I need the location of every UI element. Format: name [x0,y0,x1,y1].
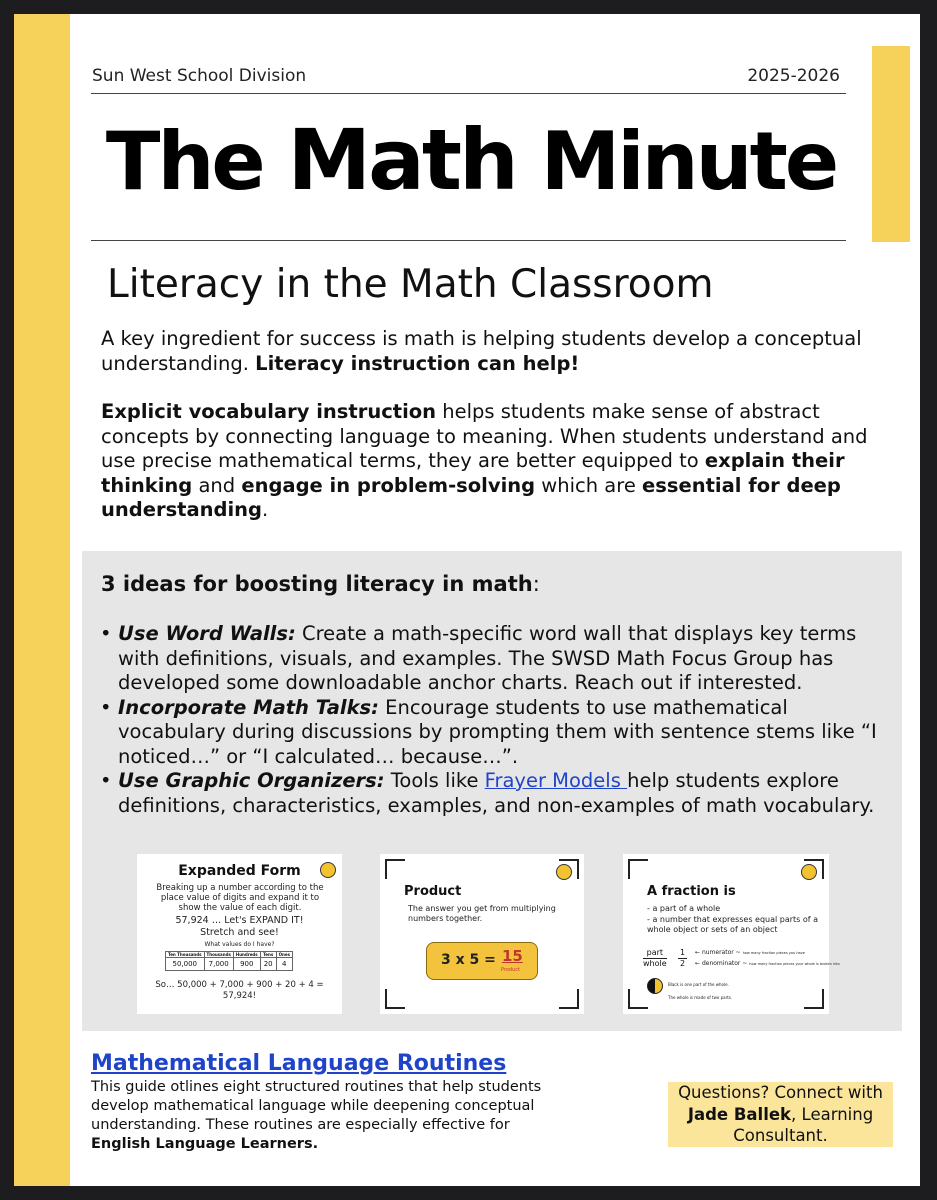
place-value-table [165,951,293,971]
frayer-models-link[interactable]: Frayer Models [484,769,628,792]
part-label: part [643,948,667,959]
contact-role: , Learning Consultant. [733,1104,874,1145]
card-question: What values do I have? [204,941,275,948]
numerator-line: ← numerator ~ how many fraction pieces you have [695,949,805,956]
fraction-note-1: Black is one part of the whole. [668,982,729,987]
vocab-bold-2: explain their thinking [101,449,845,497]
table-header-cell: Ten Thousands [166,952,205,958]
right-yellow-bar [872,46,910,242]
mlr-description [91,1078,571,1154]
denominator-value: 2 [680,959,686,968]
card-sum-2: 57,924! [222,991,257,1001]
denominator-desc: how many fraction pieces your whole is broken into [749,962,840,966]
table-header-cell: Tens [260,952,276,958]
card-title: Product [404,884,462,899]
vocab-bold-3: engage in problem-solving [241,473,536,497]
bullet-text: a number that expresses equal parts of a whole object or sets of an object [647,915,819,934]
denominator-label: denominator [701,960,741,967]
corner-bracket [385,859,405,879]
ideas-heading-colon: : [532,572,540,596]
mlr-text: This guide otlines eight structured routines that help students develop mathematical language while deepening conceptual understanding. These routines are especially effective for [91,1079,542,1133]
card-bullet: The answer you get from multiplying numbers together. [408,904,556,923]
intro-paragraph [101,327,891,376]
card-bullet: Breaking up a number according to the place value of digits and expand it to show the value of each digit. [156,883,324,913]
ideas-list [99,622,889,818]
expanded-form-card [137,854,342,1014]
idea-label: Incorporate Math Talks: [118,695,379,719]
vocab-bold-1: Explicit vocabulary instruction [101,400,437,423]
corner-bracket [385,989,405,1009]
table-cell: 20 [260,958,276,971]
numerator-desc: how many fraction pieces you have [742,951,805,955]
idea-text: Create a math-specific word wall that displays key terms with definitions, visuals, and examples. The SWSD Math Focus Group has developed some downloadable anchor charts. Reach out if interested. [118,622,857,694]
newsletter-title [88,110,854,212]
equation-text: 3 x 5 = [441,952,496,968]
vocab-text-2: and [192,473,242,497]
vocab-text-1: helps students make sense of abstract concepts by connecting language to meaning. When students understand and use precise mathematical terms, they are better equipped to [101,400,868,472]
bullet-icon: • [100,769,112,792]
card-line-2: Stretch and see! [200,927,279,938]
table-header-cell: Hundreds [233,952,260,958]
mlr-link[interactable]: Mathematical Language Routines [91,1051,507,1076]
idea-text: help students explore definitions, characteristics, examples, and non-examples of math vocabulary. [118,769,875,817]
left-yellow-stripe [14,14,70,1186]
vocab-text-4: . [262,498,269,521]
bullet-text: a part of a whole [652,904,721,913]
title-rule [91,240,846,241]
corner-bracket [628,989,648,1009]
sun-west-logo-icon [801,864,817,880]
section-heading: Literacy in the Math Classroom [107,262,714,307]
mlr-bold: English Language Learners. [91,1136,319,1152]
fraction-bullet-2: - a number that expresses equal parts of a whole object or sets of an object [647,915,819,934]
product-card [380,854,584,1014]
table-cell: 7,000 [204,958,233,971]
table-header-cell: Ones [276,952,292,958]
bullet-icon: • [100,695,112,719]
ideas-heading-text: 3 ideas for boosting literacy in math [101,572,533,596]
table-header-cell: Thousands [204,952,233,958]
title-part-3: Minute [515,115,837,208]
numerator-value: 1 [680,948,686,957]
newsletter-page [14,14,920,1186]
one-half [678,948,687,969]
corner-bracket [559,989,579,1009]
table-cell: 50,000 [166,958,205,971]
corner-bracket [804,989,824,1009]
idea-word-walls [99,622,889,696]
sun-west-logo-icon [556,864,572,880]
idea-text: Tools like [384,769,485,792]
table-cell: 4 [276,958,292,971]
product-label: Product [501,967,520,973]
contact-line-1: Questions? Connect with [678,1083,883,1102]
ideas-heading [101,572,540,596]
bullet-icon: • [100,622,112,645]
idea-text: Encourage students to use mathematical vocabulary during discussions by prompting them with sentence stems like “I noticed…” or “I calculated… because…”. [118,695,877,768]
contact-name: Jade Ballek [687,1104,792,1124]
contact-box [668,1082,893,1147]
card-title: Expanded Form [178,863,301,879]
part-over-whole [643,948,667,969]
product-result: 15 [502,947,523,965]
intro-text: A key ingredient for success is math is helping students develop a conceptual understanding. [101,327,862,375]
idea-math-talks [99,696,889,770]
idea-label: Use Graphic Organizers: [118,769,385,792]
school-year: 2025-2026 [747,66,840,86]
idea-label: Use Word Walls: [118,622,296,645]
fraction-card [623,854,840,1014]
fraction-bullet-1: - a part of a whole [647,904,721,913]
card-sum-1: So… 50,000 + 7,000 + 900 + 20 + 4 = [155,980,324,990]
organization-name: Sun West School Division [92,66,307,86]
denominator-line: ← denominator ~ how many fraction pieces your whole is broken into [695,960,840,967]
contact-line-2 [668,1104,893,1147]
vocab-paragraph [101,400,891,523]
intro-bold: Literacy instruction can help! [255,351,580,375]
numerator-label: numerator [701,949,734,956]
idea-graphic-organizers [99,769,889,818]
corner-bracket [628,859,648,879]
product-equation-box [426,942,538,980]
table-row [166,958,293,971]
card-line-1: 57,924 … Let's EXPAND IT! [175,915,304,926]
vocab-bold-4: essential for deep understanding [101,473,841,521]
half-circle-icon [647,978,663,994]
top-rule [91,93,846,94]
vocab-text-3: which are [535,473,643,497]
fraction-note-2: The whole is made of two parts. [668,995,733,1000]
card-title: A fraction is [647,884,736,899]
whole-label: whole [643,959,667,968]
table-cell: 900 [233,958,260,971]
title-part-1: The [105,115,288,208]
title-math: Math [287,111,516,209]
